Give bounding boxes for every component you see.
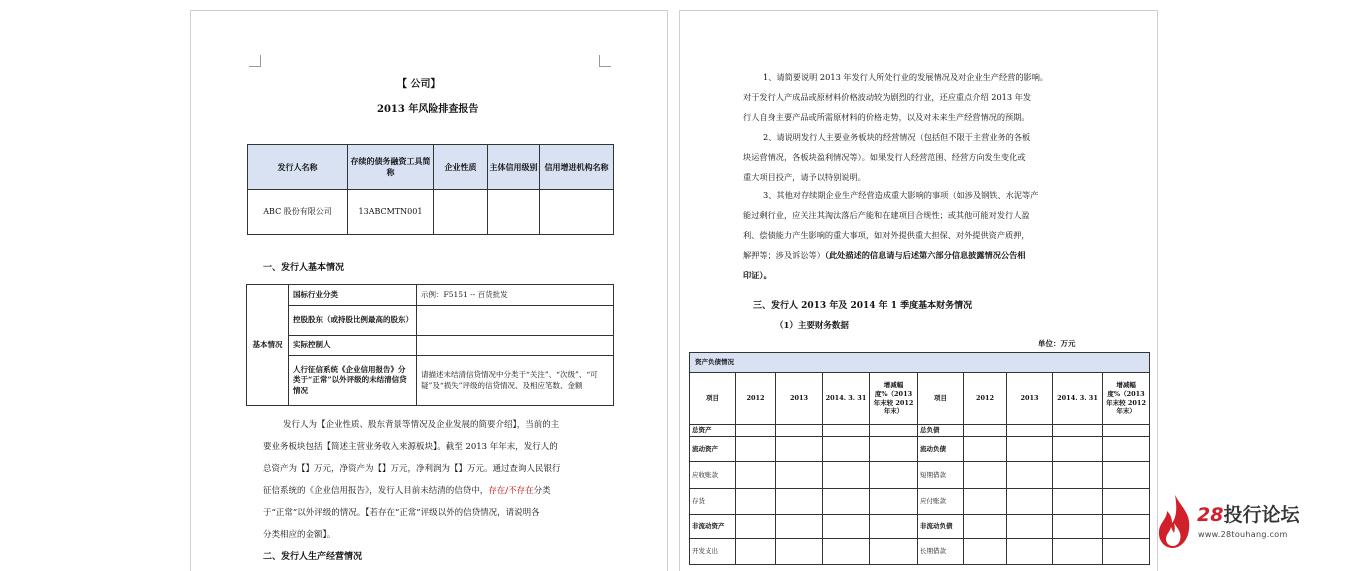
paragraph-text: 解押等；涉及诉讼等） bbox=[743, 250, 825, 260]
basic-row-label: 控股股东（或持股比例最高的股东） bbox=[289, 306, 417, 336]
paragraph-line: 能过剩行业，应关注其淘汰落后产能和在建项目合规性；或其他可能对发行人盈 bbox=[743, 210, 1030, 220]
issuer-cell-instrument: 13ABCMTN001 bbox=[348, 190, 434, 235]
crop-mark-top-left bbox=[249, 55, 261, 67]
paragraph-line: 对于发行人产成品或原材料价格波动较为剧烈的行业，还应重点介绍 2013 年发 bbox=[743, 92, 1032, 102]
watermark-title bbox=[1197, 500, 1299, 527]
fin-header-left: 2013 bbox=[776, 373, 823, 425]
issuer-header-guarantor: 信用增进机构名称 bbox=[540, 145, 614, 190]
issuer-header-instrument: 存续的债务融资工具简称 bbox=[348, 145, 434, 190]
paragraph-text: 征信系统的《企业信用报告》，发行人目前未结清的信贷中， bbox=[263, 486, 489, 496]
paragraph-line bbox=[263, 480, 561, 502]
section2-heading: 二、发行人生产经营情况 bbox=[263, 552, 363, 562]
fin-header-left: 增减幅度%（2013 年末较 2012 年末） bbox=[870, 373, 918, 425]
paragraph-line: 重大项目投产，请予以特别说明。 bbox=[743, 172, 866, 182]
fin-row-label: 流动负债 bbox=[918, 437, 964, 462]
sub1-heading: （1）主要财务数据 bbox=[775, 321, 849, 331]
item3-paragraph bbox=[743, 185, 1038, 285]
issuer-cell-guarantor bbox=[540, 190, 614, 235]
basic-info-table bbox=[246, 284, 614, 406]
fin-header-left: 2012 bbox=[736, 373, 776, 425]
fin-row-label: 长期借款 bbox=[918, 539, 964, 565]
paragraph-line: 印证）。 bbox=[743, 270, 772, 280]
basic-row-value bbox=[417, 336, 614, 356]
basic-info-group-label: 基本情况 bbox=[247, 285, 289, 406]
issuer-cell-nature bbox=[434, 190, 488, 235]
watermark-name: 投行论坛 bbox=[1223, 504, 1300, 526]
issuer-header-rating: 主体信用级别 bbox=[488, 145, 540, 190]
flame-icon bbox=[1155, 493, 1195, 551]
issuer-cell-name: ABC 股份有限公司 bbox=[248, 190, 348, 235]
section3-heading: 三、发行人 2013 年及 2014 年 1 季度基本财务情况 bbox=[753, 301, 973, 311]
paragraph-text: 分类 bbox=[533, 486, 551, 496]
fin-header-left: 2014. 3. 31 bbox=[823, 373, 870, 425]
fin-row-label: 应付账款 bbox=[918, 489, 964, 515]
unit-label: 单位：万元 bbox=[1038, 339, 1076, 348]
watermark-number: 28 bbox=[1197, 504, 1224, 526]
section1-heading: 一、发行人基本情况 bbox=[263, 263, 345, 273]
paragraph-line: 1、请简要说明 2013 年发行人所处行业的发展情况及对企业生产经营的影响。 bbox=[763, 72, 1049, 82]
issuer-table bbox=[247, 144, 614, 235]
paragraph-line: 行人自身主要产品或所需原材料的价格走势，以及对未来生产经营情况的预期。 bbox=[743, 112, 1030, 122]
financial-table bbox=[689, 352, 1150, 565]
basic-row-value bbox=[417, 306, 614, 336]
fin-header-right: 2013 bbox=[1007, 373, 1053, 425]
site-watermark-logo bbox=[1155, 493, 1335, 553]
paragraph-line: 发行人为【企业性质、股东背景等情况及企业发展的简要介绍】，当前的主 bbox=[283, 420, 560, 430]
basic-row-label: 人行征信系统《企业信用报告》分类于“正常”以外评级的未结清信贷情况 bbox=[289, 356, 417, 406]
item2-paragraph bbox=[743, 127, 1030, 187]
paragraph-line: 分类相应的金额】。 bbox=[263, 530, 336, 540]
issuer-header-nature: 企业性质 bbox=[434, 145, 488, 190]
fin-header-right: 2014. 3. 31 bbox=[1053, 373, 1103, 425]
fin-header-right: 2012 bbox=[964, 373, 1007, 425]
fin-row-label: 应收账款 bbox=[690, 462, 736, 489]
issuer-header-name: 发行人名称 bbox=[248, 145, 348, 190]
item1-paragraph bbox=[743, 67, 1048, 127]
fin-row-label: 非流动资产 bbox=[690, 515, 736, 539]
paragraph-line bbox=[743, 245, 1038, 265]
exists-option-text: 存在/不存在 bbox=[488, 486, 534, 496]
fin-header-right: 项目 bbox=[918, 373, 964, 425]
basic-row-value: 示例：F5151 -- 百货批发 bbox=[417, 285, 614, 306]
fin-row-label: 非流动负债 bbox=[918, 515, 964, 539]
fin-row-label: 总负债 bbox=[918, 425, 964, 437]
paragraph-line: 总资产为【】万元，净资产为【】万元，净利润为【】万元。通过查询人民银行 bbox=[263, 464, 561, 474]
report-title: 2013 年风险排查报告 bbox=[377, 104, 479, 115]
paragraph-line: 3、其他对存续期企业生产经营造成重大影响的事项（如涉及钢铁、水泥等产 bbox=[763, 190, 1039, 200]
paragraph-line: 要业务板块包括【简述主营业务收入来源板块】。截至 2013 年年末，发行人的 bbox=[263, 442, 558, 452]
document-page-1 bbox=[190, 10, 668, 571]
company-line: 【 公司】 bbox=[397, 79, 441, 90]
crop-mark-top-right bbox=[599, 55, 611, 67]
fin-header-left: 项目 bbox=[690, 373, 736, 425]
fin-row-label: 存货 bbox=[690, 489, 736, 515]
paragraph-bold-text: （此处描述的信息请与后述第六部分信息披露情况公告相 bbox=[824, 250, 1026, 260]
basic-row-label: 国标行业分类 bbox=[289, 285, 417, 306]
watermark-url: www.28touhang.com bbox=[1198, 530, 1288, 539]
fin-row-label: 短期借款 bbox=[918, 462, 964, 489]
fin-row-label: 总资产 bbox=[690, 425, 736, 437]
fin-row-label: 流动资产 bbox=[690, 437, 736, 462]
paragraph-line: 于“正常”以外评级的情况。【若存在“正常”评级以外的信贷情况，请说明各 bbox=[263, 508, 540, 518]
issuer-cell-rating bbox=[488, 190, 540, 235]
document-page-2 bbox=[679, 10, 1158, 571]
paragraph-line: 块运营情况，各板块盈利情况等）。如果发行人经营范围、经营方向发生变化或 bbox=[743, 152, 1026, 162]
fin-header-right: 增减幅度%（2013 年末较 2012 年末） bbox=[1103, 373, 1150, 425]
financial-table-title: 资产负债情况 bbox=[690, 353, 1150, 373]
basic-row-label: 实际控制人 bbox=[289, 336, 417, 356]
basic-row-value: 请描述未结清信贷情况中分类于“关注”、“次级”、“可疑”及“损失”评级的信贷情况、及相应笔数、金额 bbox=[417, 356, 614, 406]
paragraph-line: 利、偿债能力产生影响的重大事项，如对外提供重大担保、对外提供资产质押， bbox=[743, 230, 1030, 240]
fin-row-label: 开发支出 bbox=[690, 539, 736, 565]
issuer-summary-paragraph bbox=[263, 414, 561, 546]
paragraph-line: 2、请说明发行人主要业务板块的经营情况（包括但不限于主营业务的各板 bbox=[763, 132, 1031, 142]
